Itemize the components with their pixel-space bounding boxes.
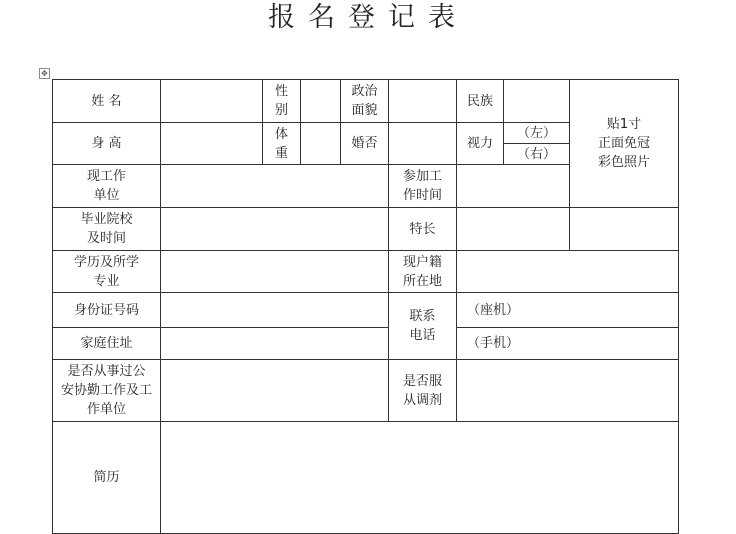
work-unit-label: 现工作 单位 <box>53 165 161 208</box>
landline-field[interactable]: （座机） <box>457 293 679 328</box>
id-number-label: 身份证号码 <box>53 293 161 328</box>
gender-label: 性 别 <box>263 80 301 123</box>
table-move-handle-icon[interactable]: ✥ <box>39 68 50 79</box>
ethnicity-label: 民族 <box>457 80 504 123</box>
page-title: 报名登记表 <box>268 2 468 33</box>
work-start-field[interactable] <box>457 165 570 208</box>
specialty-label: 特长 <box>389 208 457 251</box>
school-field[interactable] <box>161 208 389 251</box>
resume-label: 简历 <box>53 422 161 534</box>
specialty-field[interactable] <box>457 208 570 251</box>
political-field[interactable] <box>389 80 457 123</box>
police-work-field[interactable] <box>161 360 389 422</box>
obey-label: 是否服 从调剂 <box>389 360 457 422</box>
name-label: 姓 名 <box>53 80 161 123</box>
vision-right-field[interactable]: （右） <box>504 144 570 165</box>
hukou-field[interactable] <box>457 251 679 293</box>
resume-field[interactable] <box>161 422 679 534</box>
registration-form-table <box>52 79 679 534</box>
id-number-field[interactable] <box>161 293 389 328</box>
obey-field[interactable] <box>457 360 679 422</box>
address-label: 家庭住址 <box>53 328 161 360</box>
work-unit-field[interactable] <box>161 165 389 208</box>
photo-box: 贴1寸 正面免冠 彩色照片 <box>570 80 679 208</box>
address-field[interactable] <box>161 328 389 360</box>
vision-left-field[interactable]: （左） <box>504 123 570 144</box>
education-label: 学历及所学 专业 <box>53 251 161 293</box>
police-work-label: 是否从事过公 安协勤工作及工 作单位 <box>53 360 161 422</box>
vision-label: 视力 <box>457 123 504 165</box>
education-field[interactable] <box>161 251 389 293</box>
contact-label: 联系 电话 <box>389 293 457 360</box>
mobile-field[interactable]: （手机） <box>457 328 679 360</box>
height-label: 身 高 <box>53 123 161 165</box>
hukou-label: 现户籍 所在地 <box>389 251 457 293</box>
marital-label: 婚否 <box>341 123 389 165</box>
weight-field[interactable] <box>301 123 341 165</box>
political-label: 政治 面貌 <box>341 80 389 123</box>
marital-field[interactable] <box>389 123 457 165</box>
photo-bottom-spacer <box>570 208 679 251</box>
weight-label: 体 重 <box>263 123 301 165</box>
name-field[interactable] <box>161 80 263 123</box>
school-label: 毕业院校 及时间 <box>53 208 161 251</box>
height-field[interactable] <box>161 123 263 165</box>
gender-field[interactable] <box>301 80 341 123</box>
ethnicity-field[interactable] <box>504 80 570 123</box>
work-start-label: 参加工 作时间 <box>389 165 457 208</box>
